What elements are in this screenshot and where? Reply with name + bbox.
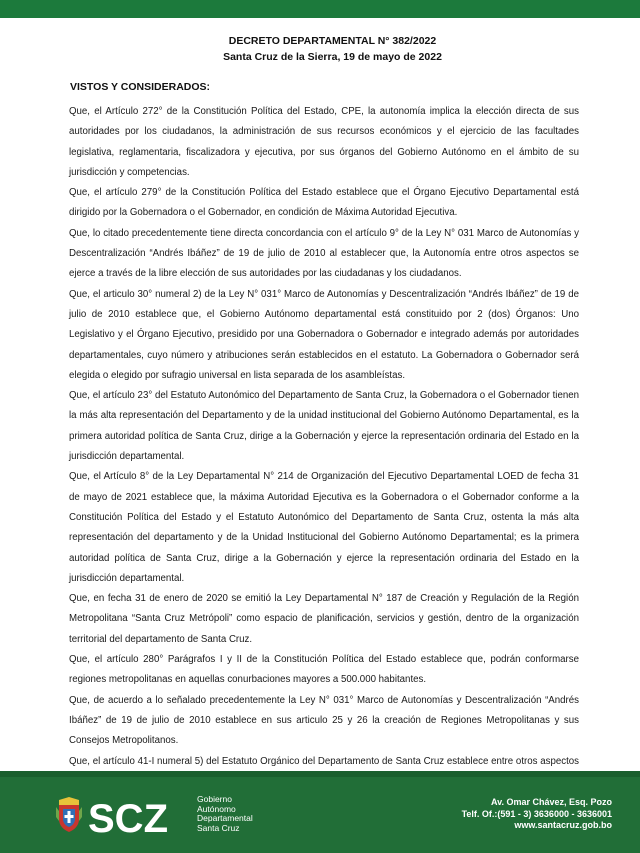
paragraph: Que, el Artículo 8° de la Ley Departamental N° 214 de Organización del Ejecutivo Departamental LOED de fecha 31 de mayo de 2021 establece que, la máxima Autoridad Ejecutiva es la Gobernadora o el Gobernador conforme a la Constitución Política del Estado y el Estatuto Autonómico del Departamento de Santa Cruz, ostenta la más alta representación del departamento y de la Unidad Institucional del Gobierno Autónomo Departamental; es la primera autoridad política de Santa Cruz, dirige a la Gobernación y ejerce la representación ordinaria del Estado en la jurisdicción departamental. xyxy=(69,471,579,584)
org-line: Departamental xyxy=(197,813,253,823)
document-header xyxy=(0,33,640,65)
page-footer xyxy=(0,771,640,853)
phone: Telf. Of.:(591 - 3) 3636000 - 3636001 xyxy=(461,808,612,819)
paragraph: Que, el artículo 280° Parágrafos I y II de la Constitución Política del Estado establece que, podrán conformarse regiones metropolitanas en aquellas conurbaciones mayores a 500.000 habitantes. xyxy=(69,654,579,686)
paragraph: Que, en fecha 31 de enero de 2020 se emitió la Ley Departamental N° 187 de Creación y Regulación de la Región Metropolitana “Santa Cruz Metrópoli” como espacio de planificación, servicios y gestión, dentro de la organización territorial del departamento de Santa Cruz. xyxy=(69,593,579,645)
section-heading: VISTOS Y CONSIDERADOS: xyxy=(70,81,211,93)
decree-title: DECRETO DEPARTAMENTAL N° 382/2022 xyxy=(228,35,437,47)
coat-of-arms-icon xyxy=(55,795,83,833)
paragraph: Que, el artículo 23° del Estatuto Autonómico del Departamento de Santa Cruz, la Gobernadora o el Gobernador tienen la más alta representación del Departamento y de la unidad institucional del Gobierno Autónomo Departamental, es la primera autoridad política de Santa Cruz, dirige a la Gobernación y ejerce la representación ordinaria del Estado en la jurisdicción departamental. xyxy=(69,390,579,463)
paragraph: Que, lo citado precedentemente tiene directa concordancia con el artículo 9° de la Ley N° 031 Marco de Autonomías y Descentralización “Andrés Ibáñez” de 19 de julio de 2010 al establecer que, la Autonomía entre otros aspectos se ejerce a través de la libre elección de sus autoridades por las ciudadanas y los ciudadanos. xyxy=(69,227,579,280)
paragraph: Que, el articulo 30° numeral 2) de la Ley N° 031° Marco de Autonomías y Descentralización “Andrés Ibáñez” de 19 de julio de 2010 establece que, el Gobierno Autónomo departamental está constituido por 2 (dos) Órganos: Uno Legislativo y el Órgano Ejecutivo, presidido por una Gobernadora o Gobernador e integrado además por autoridades departamentales, cuyo número y atribuciones serán establecidos en el estatuto. La Gobernadora o Gobernador será elegida o elegido por sufragio universal en lista separada de los asambleístas. xyxy=(69,288,579,381)
org-line: Santa Cruz xyxy=(197,822,240,833)
org-line: Gobierno xyxy=(197,794,232,804)
place-date: Santa Cruz de la Sierra, 19 de mayo de 2022 xyxy=(223,51,442,63)
org-line: Autónomo xyxy=(197,803,236,814)
website-link[interactable]: www.santacruz.gob.bo xyxy=(514,820,612,830)
footer-top-strip xyxy=(0,771,640,777)
scz-logo-text: SCZ xyxy=(88,797,168,837)
organization-name xyxy=(197,795,253,833)
address: Av. Omar Chávez, Esq. Pozo xyxy=(490,797,612,807)
scz-logo xyxy=(88,797,188,837)
document-body xyxy=(69,102,579,792)
paragraph: Que, de acuerdo a lo señalado precedentemente la Ley N° 031° Marco de Autonomías y Descentralización “Andrés Ibáñez” de 19 de julio de 2010 establece en sus articulo 25 y 26 la creación de Regiones Metropolitanas y sus Consejos Metropolitanos. xyxy=(69,694,579,747)
paragraph: Que, el artículo 41-I numeral 5) del Estatuto Orgánico del Departamento de Santa Cruz establece entre otros aspectos xyxy=(69,755,579,767)
top-green-bar xyxy=(0,0,640,18)
paragraph: Que, el Artículo 272° de la Constitución Política del Estado, CPE, la autonomía implica la elección directa de sus autoridades por los ciudadanos, la administración de sus recursos económicos y el ejercicio de las facultades legislativa, reglamentaria, fiscalizadora y ejecutiva, por sus órganos del Gobierno Autónomo en el ámbito de su jurisdicción y competencias. xyxy=(69,106,579,178)
contact-info xyxy=(462,797,612,832)
paragraph: Que, el artículo 279° de la Constitución Política del Estado establece que el Órgano Ejecutivo Departamental está dirigido por la Gobernadora o el Gobernador, en condición de Máxima Autoridad Ejecutiva. xyxy=(69,187,579,219)
